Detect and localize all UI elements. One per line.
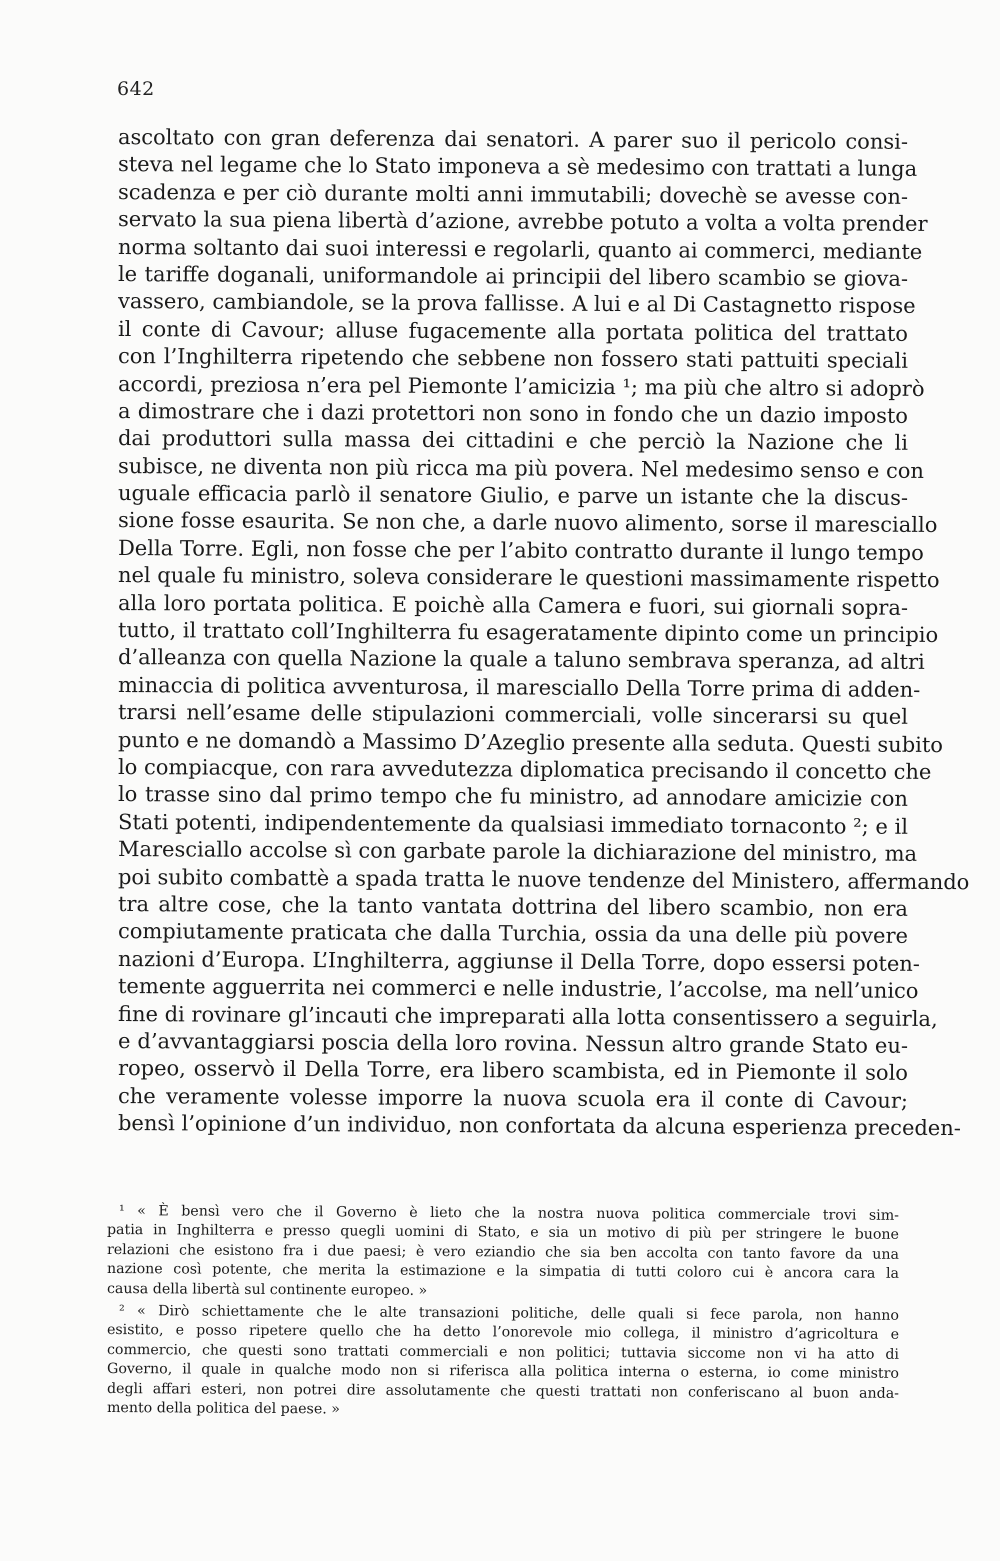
body-line: scadenza e per ciò durante molti anni immutabili; dovechè se avesse con- (117, 179, 909, 209)
body-line: punto e ne domandò a Massimo D’Azeglio presente alla seduta. Questi subito (117, 727, 944, 757)
body-line: steva nel legame che lo Stato imponeva a sè medesimo con trattati a lunga (117, 152, 918, 182)
body-line: uguale efficacia parlò il senatore Giulio, e parve un istante che la discus- (117, 481, 909, 510)
footnote-line: degli affari esteri, non potrei dire assolutamente che questi trattati non conferiscano al buon anda- (106, 1380, 900, 1402)
footnote-line: causa della libertà sul continente europeo. » (106, 1280, 428, 1299)
body-line: lo trasse sino dal primo tempo che fu ministro, ad annodare amicizie con (117, 782, 909, 812)
footnote-line: commercio, che questi sono trattati commerciali e non politici; tuttavia siccome non vi ha atto di (106, 1341, 900, 1363)
page-number: 642 (117, 78, 155, 100)
body-line: con l’Inghilterra ripetendo che sebbene non fossero stati pattuiti speciali (117, 344, 909, 373)
body-line: dai produttori sulla massa dei cittadini e che perciò la Nazione che li (117, 426, 909, 456)
body-line: vassero, cambiandole, se la prova fallisse. A lui e al Di Castagnetto rispose (117, 289, 916, 319)
body-line: subisce, ne diventa non più ricca ma più povera. Nel medesimo senso e con (117, 453, 925, 483)
body-line: d’alleanza con quella Nazione la quale a taluno sembrava speranza, ad altri (117, 645, 925, 675)
body-line: Maresciallo accolse sì con garbate parole la dichiarazione del ministro, ma (117, 837, 918, 867)
body-line: alla loro portata politica. E poichè alla Camera e fuori, sui giornali sopra- (117, 590, 909, 620)
footnotes (107, 1202, 899, 1418)
body-line: temente agguerrita nei commerci e nelle industrie, l’accolse, ma nell’unico (117, 974, 919, 1003)
body-line: nel quale fu ministro, soleva considerare le questioni massimamente rispetto (117, 563, 940, 593)
body-line: minaccia di politica avventurosa, il maresciallo Della Torre prima di adden- (117, 672, 921, 702)
body-line: servato la sua piena libertà d’azione, avrebbe potuto a volta a volta prender (117, 207, 928, 237)
body-line: trarsi nell’esame delle stipulazioni commerciali, volle sincerarsi su quel (117, 700, 909, 730)
footnote-line: ² « Dirò schiettamente che le alte transazioni politiche, delle quali si fece parola, non hanno (118, 1303, 900, 1324)
body-line: norma soltanto dai suoi interessi e regolarli, quanto ai commerci, mediante (117, 234, 923, 264)
body-line: il conte di Cavour; alluse fugacemente alla portata politica del trattato (117, 316, 909, 346)
footnote-1 (107, 1202, 899, 1299)
body-line: e d’avvantaggiarsi poscia della loro rovina. Nessun altro grande Stato eu- (117, 1028, 909, 1058)
body-line: ascoltato con gran deferenza dai senatori. A parer suo il pericolo consi- (117, 125, 909, 154)
body-line: bensì l’opinione d’un individuo, non confortata da alcuna esperienza preceden- (117, 1111, 961, 1141)
body-line: fine di rovinare gl’incauti che impreparati alla lotta consentissero a seguirla, (117, 1001, 938, 1031)
footnote-line: relazioni che esistono fra i due paesi; è vero eziandio che sia ben accolta con tanto favore da una (106, 1241, 900, 1263)
body-line: lo compiacque, con rara avvedutezza diplomatica precisando il concetto che (117, 754, 932, 784)
body-line: ropeo, osservò il Della Torre, era libero scambista, ed in Piemonte il solo (117, 1056, 909, 1086)
body-line: accordi, preziosa n’era pel Piemonte l’amicizia ¹; ma più che altro si adoprò (117, 371, 925, 401)
body-line: Della Torre. Egli, non fosse che per l’abito contratto durante il lungo tempo (117, 535, 924, 565)
body-line: tutto, il trattato coll’Inghilterra fu esageratamente dipinto come un principio (117, 618, 939, 648)
body-line: che veramente volesse imporre la nuova scuola era il conte di Cavour; (117, 1083, 909, 1113)
footnote-line: patia in Inghilterra e presso quegli uomini di Stato, e sia un motivo di più per stringere le buone (106, 1222, 900, 1244)
body-line: tra altre cose, che la tanto vantata dottrina del libero scambio, non era (117, 891, 909, 921)
body-line: sione fosse esaurita. Se non che, a darle nuovo alimento, sorse il maresciallo (117, 508, 938, 538)
body-text (117, 124, 970, 1141)
body-line: nazioni d’Europa. L’Inghilterra, aggiunse il Della Torre, dopo essersi poten- (117, 946, 921, 976)
body-line: le tariffe doganali, uniformandole ai principii del libero scambio se giova- (117, 261, 909, 291)
body-line: compiutamente praticata che dalla Turchia, ossia da una delle più povere (117, 919, 909, 949)
footnote-line: Governo, il quale in qualche modo non si riferisca alla politica interna o esterna, io come ministro (106, 1361, 900, 1382)
footnote-line: esistito, e posso ripetere quello che ha detto l’onorevole mio collega, il ministro d’agricoltura e (106, 1322, 900, 1344)
footnote-2 (107, 1302, 899, 1418)
body-line: Stati potenti, indipendentemente da qualsiasi immediato tornaconto ²; e il (117, 809, 909, 839)
footnote-line: nazione così potente, che merita la estimazione e la simpatia di tutti coloro cui è ancora cara la (106, 1261, 900, 1283)
footnote-line: mento della politica del paese. » (106, 1399, 341, 1418)
footnote-line: ¹ « È bensì vero che il Governo è lieto che la nostra nuova politica commerciale trovi sim- (118, 1203, 900, 1224)
body-line: a dimostrare che i dazi protettori non sono in fondo che un dazio imposto (117, 398, 909, 428)
body-line: poi subito combattè a spada tratta le nuove tendenze del Ministero, affermando (117, 864, 970, 894)
